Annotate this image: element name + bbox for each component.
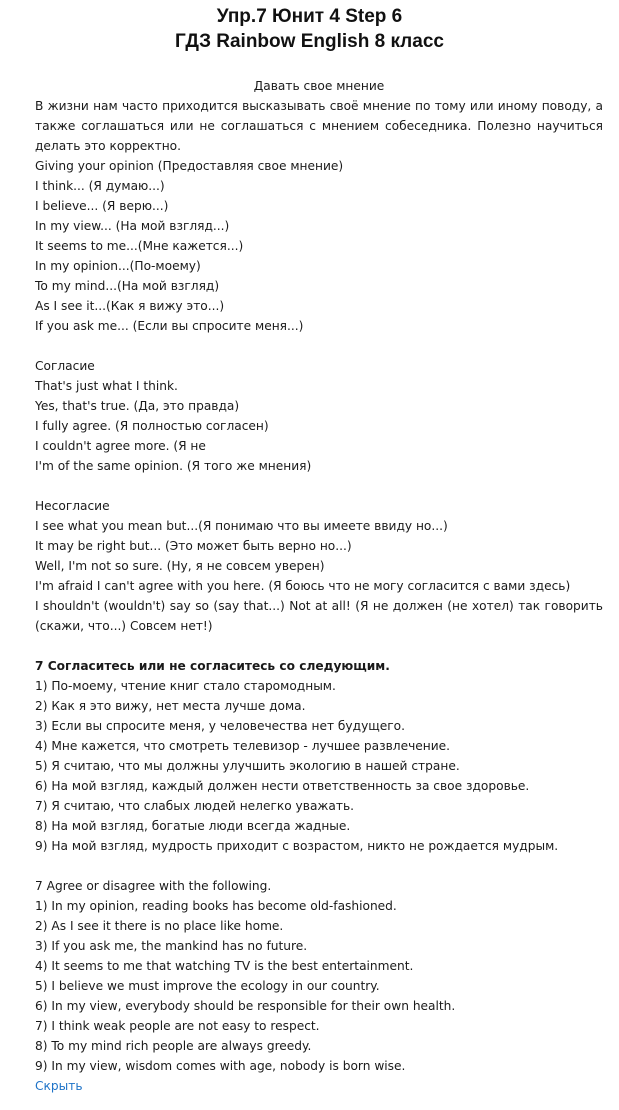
list-item: 2) Как я это вижу, нет места лучше дома.: [35, 699, 306, 713]
list-item: 8) На мой взгляд, богатые люди всегда жадные.: [35, 819, 351, 833]
list-item: 6) In my view, everybody should be responsible for their own health.: [35, 999, 456, 1013]
solution-content: [35, 76, 603, 1096]
list-item: 4) It seems to me that watching TV is the best entertainment.: [35, 959, 414, 973]
list-item: If you ask me... (Если вы спросите меня...): [35, 319, 304, 333]
list-item: That's just what I think.: [35, 379, 178, 393]
list-item: 5) Я считаю, что мы должны улучшить экологию в нашей стране.: [35, 759, 460, 773]
list-item: 7) Я считаю, что слабых людей нелегко уважать.: [35, 799, 355, 813]
task-en-heading: 7 Agree or disagree with the following.: [35, 879, 272, 893]
list-item: As I see it...(Как я вижу это...): [35, 299, 225, 313]
list-item: I believe... (Я верю...): [35, 199, 169, 213]
list-item: In my opinion...(По-моему): [35, 259, 201, 273]
list-item: 1) По-моему, чтение книг стало старомодным.: [35, 679, 336, 693]
list-item: I fully agree. (Я полностью согласен): [35, 419, 269, 433]
list-item: 3) If you ask me, the mankind has no future.: [35, 939, 308, 953]
opinion-list: [35, 176, 603, 336]
list-item: 4) Мне кажется, что смотреть телевизор - лучшее развлечение.: [35, 739, 451, 753]
list-item: 8) To my mind rich people are always greedy.: [35, 1039, 312, 1053]
list-item: I couldn't agree more. (Я не: [35, 439, 206, 453]
disagree-heading: Несогласие: [35, 499, 110, 513]
agree-list: [35, 376, 603, 476]
list-item: 9) На мой взгляд, мудрость приходит с возрастом, никто не рождается мудрым.: [35, 839, 559, 853]
list-item: To my mind...(На мой взгляд): [35, 279, 220, 293]
list-item: 3) Если вы спросите меня, у человечества нет будущего.: [35, 719, 405, 733]
task-ru-list: [35, 676, 603, 856]
list-item: Yes, that's true. (Да, это правда): [35, 399, 240, 413]
task-en-list: [35, 896, 603, 1076]
list-item: 1) In my opinion, reading books has become old-fashioned.: [35, 899, 397, 913]
list-item: It may be right but... (Это может быть верно но...): [35, 539, 352, 553]
disagree-list: [35, 516, 603, 636]
list-item: 6) На мой взгляд, каждый должен нести ответственность за свое здоровье.: [35, 779, 530, 793]
list-item: It seems to me...(Мне кажется...): [35, 239, 244, 253]
list-item: I'm afraid I can't agree with you here. (Я боюсь что не могу согласится с вами здесь): [35, 579, 571, 593]
list-item: I think... (Я думаю...): [35, 179, 165, 193]
agree-heading: Согласие: [35, 359, 95, 373]
spacer: [35, 636, 603, 656]
page-subtitle: ГДЗ Rainbow English 8 класс: [175, 31, 444, 52]
spacer: [35, 336, 603, 356]
list-item: I see what you mean but...(Я понимаю что вы имеете ввиду но...): [35, 519, 448, 533]
list-item: I shouldn't (wouldn't) say so (say that...) Not at all! (Я не должен (не хотел) так говорить (скажи, что...) Совсем нет!): [35, 599, 603, 633]
hide-link[interactable]: Скрыть: [35, 1079, 83, 1093]
list-item: Well, I'm not so sure. (Ну, я не совсем уверен): [35, 559, 325, 573]
page-header: [0, 0, 619, 54]
spacer: [35, 856, 603, 876]
task-ru-heading: 7 Согласитесь или не согласитесь со следующим.: [35, 659, 390, 673]
list-item: In my view... (На мой взгляд...): [35, 219, 230, 233]
list-item: 9) In my view, wisdom comes with age, nobody is born wise.: [35, 1059, 406, 1073]
page-title: Упр.7 Юнит 4 Step 6: [216, 6, 403, 27]
intro-paragraph: В жизни нам часто приходится высказывать своё мнение по тому или иному поводу, а также соглашаться или не соглашаться с мнением собеседника. Полезно научиться делать это корректно.: [35, 99, 603, 153]
list-item: 5) I believe we must improve the ecology in our country.: [35, 979, 380, 993]
list-item: I'm of the same opinion. (Я того же мнения): [35, 459, 312, 473]
section-title: Давать свое мнение: [253, 79, 385, 93]
opinion-heading: Giving your opinion (Предоставляя свое мнение): [35, 159, 344, 173]
list-item: 2) As I see it there is no place like home.: [35, 919, 284, 933]
spacer: [35, 476, 603, 496]
list-item: 7) I think weak people are not easy to respect.: [35, 1019, 320, 1033]
